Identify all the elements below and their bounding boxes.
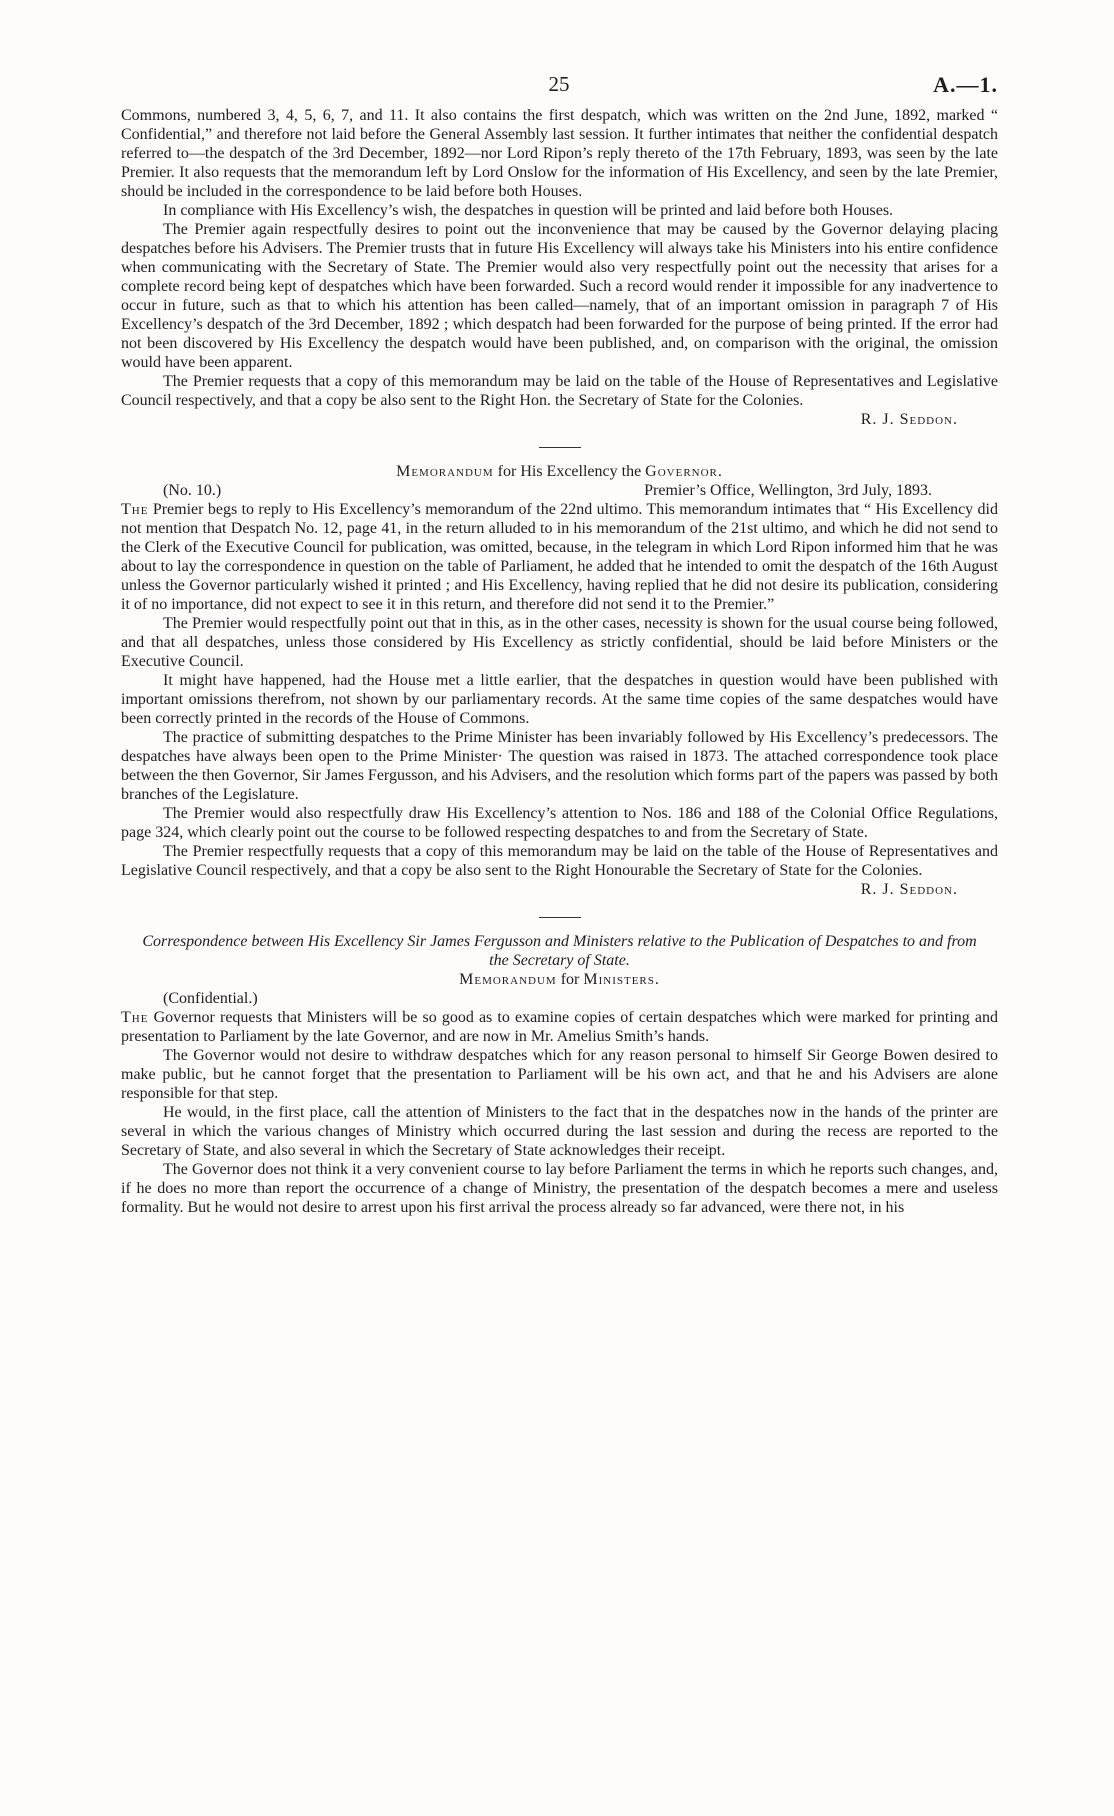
lead-word: The	[121, 501, 149, 518]
paragraph: The Premier would respectfully point out that in this, as in the other cases, necessity is shown for the usual course being followed, and that all despatches, unless those considered by His Excellency as strictly confidential, should be laid before Ministers or the Executive Council.	[121, 615, 998, 670]
paragraph: He would, in the first place, call the attention of Ministers to the fact that in the despatches now in the hands of the printer are several in which the various changes of Ministry which occurred during the last session and during the recess are reported to the Secretary of State, and also several in which the Secretary of State acknowledges their receipt.	[121, 1104, 998, 1159]
document-body	[121, 106, 998, 1217]
paragraph: The Premier respectfully requests that a copy of this memorandum may be laid on the table of the House of Representatives and Legislative Council respectively, and that a copy be also sent to the Right Honourable the Secretary of State for the Colonies.	[121, 843, 998, 879]
signature: R. J. Seddon.	[860, 411, 958, 428]
paragraph: The Governor requests that Ministers will be so good as to examine copies of certain despatches which were marked for printing and presentation to Parliament by the late Governor, and are now in Mr. Amelius Smith’s hands.	[121, 1009, 999, 1045]
page-number: 25	[548, 72, 570, 96]
page-header	[120, 72, 998, 102]
paragraph: The practice of submitting despatches to the Prime Minister has been invariably followed by His Excellency’s predecessors. The despatches have always been open to the Prime Minister· The question was raised in 1873. The attached correspondence took place between the then Governor, Sir James Fergusson, and his Advisers, and the resolution which forms part of the papers was passed by both branches of the Legislature.	[121, 729, 998, 803]
paragraph: The Premier begs to reply to His Excellency’s memorandum of the 22nd ultimo. This memorandum intimates that “ His Excellency did not mention that Despatch No. 12, page 41, in the return alluded to in his memorandum of the 21st ultimo, and which he did not send to the Clerk of the Executive Council for publication, was omitted, because, in the telegram in which Lord Ripon informed him that he was about to lay the correspondence in question on the table of Parliament, he added that he intended to omit the despatch of the 16th August unless the Governor particularly wished it printed ; and His Excellency, having replied that he did not desire its publication, considering it of no importance, did not expect to see it in this return, and therefore did not send it to the Premier.”	[121, 501, 998, 613]
signature: R. J. Seddon.	[860, 881, 958, 898]
paragraph: Commons, numbered 3, 4, 5, 6, 7, and 11. It also contains the first despatch, which was written on the 2nd June, 1892, marked “ Confidential,” and therefore not laid before the General Assembly last session. It further intimates that neither the confidential despatch referred to—the despatch of the 3rd December, 1892—nor Lord Ripon’s reply thereto of the 17th February, 1893, was seen by the late Premier. It also requests that the memorandum left by Lord Onslow for the information of His Excellency, and seen by the late Premier, should be included in the correspondence to be laid before both Houses.	[121, 107, 998, 200]
paragraph: The Premier requests that a copy of this memorandum may be laid on the table of the House of Representatives and Legislative Council respectively, and that a copy be also sent to the Right Hon. the Secretary of State for the Colonies.	[121, 373, 998, 409]
memorandum-title: Memorandum for Ministers.	[459, 971, 660, 988]
memorandum-title: Memorandum for His Excellency the Governor.	[396, 463, 723, 480]
lead-word: The	[121, 1009, 149, 1026]
section-divider	[539, 917, 581, 918]
paragraph: The Premier would also respectfully draw His Excellency’s attention to Nos. 186 and 188 of the Colonial Office Regulations, page 324, which clearly point out the course to be followed respecting despatches to and from the Secretary of State.	[121, 805, 998, 841]
paragraph: The Premier again respectfully desires to point out the inconvenience that may be caused by the Governor delaying placing despatches before his Advisers. The Premier trusts that in future His Excellency will always take his Ministers into his entire confidence when communicating with the Secretary of State. The Premier would also very respectfully point out the necessity that arises for a complete record being kept of despatches which have been forwarded. Such a record would render it impossible for any inadvertence to occur in future, such as that to which his attention has been called—namely, that of an important omission in paragraph 7 of His Excellency’s despatch of the 3rd December, 1892 ; which despatch had been forwarded for the purpose of being printed. If the error had not been discovered by His Excellency the despatch would have been published, and, on comparison with the original, the omission would have been apparent.	[121, 221, 998, 371]
section-divider	[539, 447, 581, 448]
memorandum-heading	[121, 481, 998, 500]
memorandum-number: (No. 10.)	[163, 482, 222, 499]
document-reference: A.—1.	[933, 72, 998, 97]
paragraph: The Governor would not desire to withdraw despatches which for any reason personal to himself Sir George Bowen desired to make public, but he cannot forget that the presentation to Parliament will be his own act, and that he and his Advisers are alone responsible for that step.	[121, 1047, 998, 1102]
confidential-label: (Confidential.)	[163, 990, 258, 1007]
paragraph: The Governor does not think it a very convenient course to lay before Parliament the terms in which he reports such changes, and, if he does no more than report the occurrence of a change of Ministry, the presentation of the despatch becomes a mere and useless formality. But he would not desire to arrest upon his first arrival the process already so far advanced, were there not, in his	[121, 1161, 998, 1216]
correspondence-title: Correspondence between His Excellency Sir James Fergusson and Ministers relative to the Publication of Despatches to and from the Secretary of State.	[142, 933, 977, 969]
memorandum-place-date: Premier’s Office, Wellington, 3rd July, 1893.	[644, 482, 932, 499]
paragraph: In compliance with His Excellency’s wish, the despatches in question will be printed and laid before both Houses.	[163, 202, 894, 219]
paragraph: It might have happened, had the House met a little earlier, that the despatches in question would have been published with important omissions therefrom, not shown by our parliamentary records. At the same time copies of the same despatches would have been correctly printed in the records of the House of Commons.	[121, 672, 998, 727]
